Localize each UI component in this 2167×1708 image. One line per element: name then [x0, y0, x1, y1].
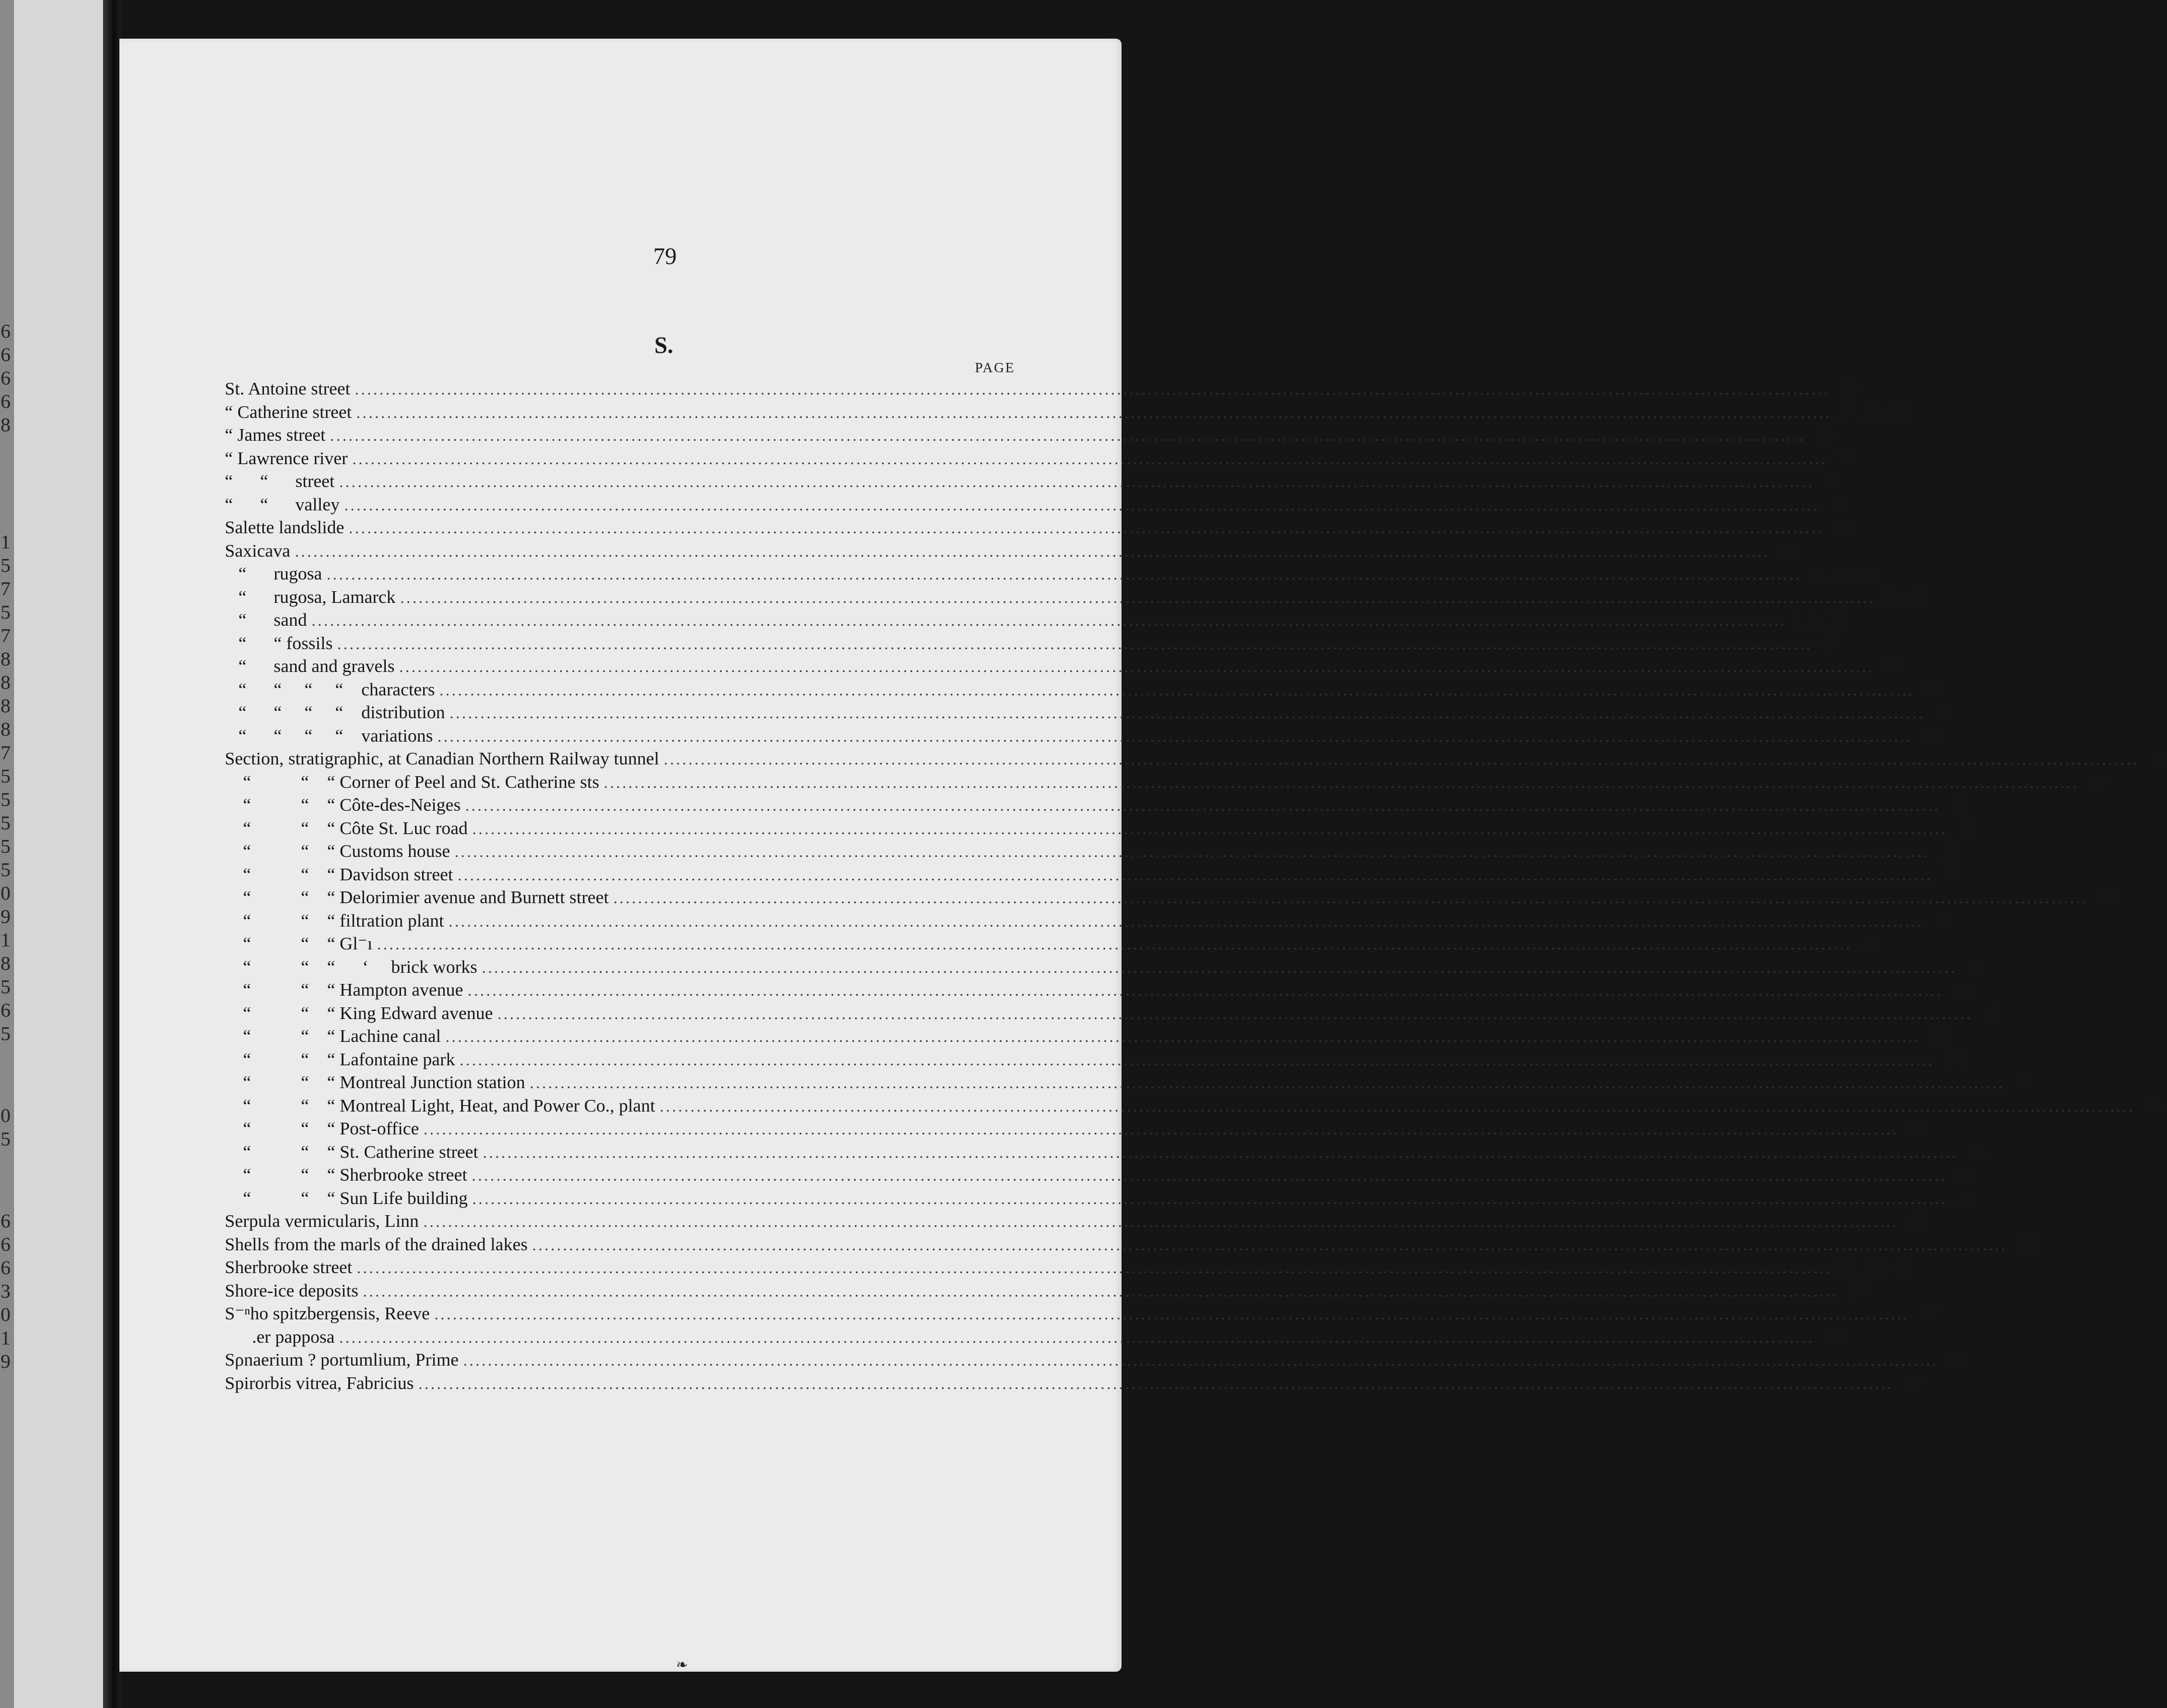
left-page-digit: 7: [1, 742, 11, 764]
ditto-marks: “: [225, 656, 274, 676]
left-page-digit: 7: [1, 578, 11, 600]
entry-page-numbers: 41: [1824, 471, 1843, 491]
ditto-marks: “ “ “: [225, 1072, 340, 1092]
left-page-digit: 6: [1, 391, 11, 413]
dot-leader: [419, 1373, 1894, 1396]
entry-page-numbers: 35: [1815, 424, 1834, 445]
entry-page-numbers: 19: [2098, 887, 2117, 907]
index-entry: [225, 1140, 1987, 1164]
left-page-digit: 7: [1, 625, 11, 647]
entry-page-numbers: 34: [1840, 378, 1859, 399]
ditto-marks: “: [225, 401, 238, 422]
index-entry: [225, 1348, 1967, 1371]
left-page-digit: 6: [1, 368, 11, 389]
dot-leader: [311, 609, 1787, 633]
dot-leader: [460, 1049, 1935, 1072]
entry-page-numbers: 17: [2149, 748, 2167, 769]
left-page-digit: 6: [1, 1000, 11, 1021]
entry-page-numbers: 46: [1957, 1164, 1976, 1185]
entry-label: Customs house: [340, 841, 450, 861]
dot-leader: [356, 402, 1832, 425]
index-entry: [225, 1094, 2163, 1117]
left-page-digit: 9: [1, 1351, 11, 1373]
index-entry: [225, 585, 1926, 609]
entry-label: street: [295, 471, 335, 491]
entry-page-numbers: 22: [1967, 956, 1986, 977]
left-page-digit: 6: [1, 321, 11, 342]
left-page-digit: 1: [1, 1328, 11, 1349]
left-page-digit: 5: [1, 602, 11, 623]
entry-page-numbers: 14: [1945, 1048, 1963, 1069]
entry-label: Lawrence river: [237, 447, 348, 468]
dot-leader: [440, 679, 1915, 702]
entry-label: Sρnaerium ? portumlium, Prime: [225, 1349, 459, 1370]
left-page-digit: 5: [1, 859, 11, 881]
left-page-digit: 8: [1, 953, 11, 975]
entry-label: Salette landslide: [225, 517, 345, 537]
dot-leader: [424, 1118, 1899, 1141]
entry-label: Catherine street: [237, 401, 352, 422]
entry-label: characters: [361, 678, 435, 699]
entry-page-numbers: 68: [1948, 1349, 1967, 1370]
entry-page-numbers: 17, 25, 34: [1836, 401, 1909, 422]
ditto-marks: “: [225, 447, 238, 468]
ornament-mark: ❧: [676, 1658, 688, 1673]
entry-page-numbers: 23: [1848, 1280, 1867, 1301]
entry-label: S⁻ⁿho spitzbergensis, Reeve: [225, 1303, 430, 1323]
ditto-marks: “ “ “: [225, 1164, 340, 1185]
ditto-marks: “ “ “: [225, 1002, 340, 1023]
dot-leader: [450, 702, 1925, 725]
index-entry: [225, 1279, 1867, 1302]
entry-label: valley: [295, 493, 340, 515]
left-page-digit: [0, 1152, 11, 1174]
entry-label: Côte-des-Neiges: [340, 794, 461, 815]
entry-page-numbers: 23: [1924, 678, 1943, 699]
index-entry: [225, 1048, 1963, 1071]
entry-page-numbers: 67: [1822, 632, 1841, 653]
entry-page-numbers: 3, 4, 13: [1791, 609, 1846, 630]
entry-label: fossils: [286, 632, 333, 653]
entry-label: Montreal Junction station: [340, 1072, 526, 1092]
dot-leader: [434, 1303, 1909, 1326]
left-page-digits: [0, 0, 110, 1708]
dot-leader: [458, 864, 1933, 887]
dot-leader: [463, 1349, 1938, 1373]
entry-label: brick works: [391, 956, 478, 977]
left-page-edge: [0, 0, 110, 1708]
index-entry: [225, 932, 1881, 955]
index-entry: [225, 1117, 1927, 1140]
left-page-digit: 6: [1, 1234, 11, 1256]
dot-leader: [465, 794, 1940, 818]
entry-page-numbers: 19: [1982, 1002, 2001, 1023]
dot-leader: [352, 448, 1827, 471]
left-page-digit: 5: [1, 1129, 11, 1150]
index-entry: [225, 377, 1859, 400]
entry-page-numbers: 67: [1908, 1210, 1927, 1231]
entry-label: Côte St. Luc road: [340, 817, 468, 838]
dot-leader: [445, 1026, 1921, 1049]
ditto-marks: “ “: [225, 471, 296, 491]
entry-label: Sherbrooke street: [340, 1164, 468, 1185]
ditto-marks: “ “ “: [225, 1048, 340, 1069]
index-entry: [225, 1186, 1976, 1210]
entry-label: filtration plant: [340, 910, 444, 931]
index-entry: [225, 1002, 2001, 1025]
entry-label: Davidson street: [340, 863, 453, 884]
entry-page-numbers: 13: [1829, 493, 1848, 515]
index-entry: [225, 770, 2107, 794]
left-page-digit: 1: [1, 930, 11, 951]
index-entry: [225, 724, 1941, 747]
dot-leader: [498, 1003, 1973, 1026]
entry-label: Saxicava: [225, 540, 290, 561]
entry-label: distribution: [361, 702, 445, 722]
index-entry: [225, 632, 1841, 655]
entry-label: rugosa, Lamarck: [273, 586, 396, 607]
left-page-digit: 5: [1, 766, 11, 787]
ditto-marks: “ “ “: [225, 794, 340, 815]
left-page-digit: 0: [1, 883, 11, 904]
ditto-marks: “ “ “: [225, 933, 340, 954]
entry-label: Spirorbis vitrea, Fabricius: [225, 1372, 414, 1393]
ditto-marks: “: [225, 563, 274, 584]
left-page-digit: 6: [1, 1210, 11, 1232]
entry-page-numbers: 65: [1824, 1326, 1843, 1347]
left-page-digit: 5: [1, 812, 11, 834]
ditto-marks: “ “ “ “: [225, 702, 362, 722]
entry-page-numbers: 35: [1950, 794, 1969, 815]
entry-label: Delorimier avenue and Burnett street: [340, 887, 609, 907]
left-page-digit: 8: [1, 719, 11, 740]
dot-leader: [483, 1141, 1958, 1165]
dot-leader: [482, 956, 1957, 980]
entry-page-numbers: 11: [2145, 1095, 2163, 1116]
entry-label: James street: [237, 424, 326, 445]
entry-page-numbers: 17: [1943, 863, 1961, 884]
left-page-digit: 5: [1, 789, 11, 811]
page-number: 79: [653, 243, 677, 269]
dot-leader: [660, 1095, 2135, 1119]
index-entry: [225, 978, 1971, 1002]
index-entry: [225, 562, 1880, 585]
entry-page-numbers: 24, 28, 46: [1836, 1257, 1909, 1277]
entry-label: Lachine canal: [340, 1026, 441, 1046]
book-gutter: [103, 0, 121, 1708]
entry-page-numbers: 36: [1957, 1187, 1976, 1208]
index-entry: [225, 955, 1986, 979]
entry-page-numbers: 17: [2089, 771, 2107, 792]
left-page-digit: 6: [1, 344, 11, 366]
index-entry: [225, 1071, 2034, 1094]
entry-label: Gl⁻ı: [340, 933, 373, 954]
ditto-marks: “ “: [225, 493, 296, 515]
ditto-marks: “ “ “: [225, 910, 340, 931]
entry-label: Sherbrooke street: [225, 1257, 352, 1277]
entry-page-numbers: 68: [2017, 1233, 2036, 1254]
page-column-header: PAGE: [975, 361, 1015, 376]
entry-label: St. Catherine street: [340, 1141, 479, 1162]
ditto-marks: “: [225, 586, 274, 607]
index-entry: [225, 654, 1903, 678]
entry-label: rugosa: [273, 563, 323, 584]
dot-leader: [468, 979, 1943, 1003]
left-page-digit: [0, 1070, 11, 1092]
left-page-digit: [0, 1175, 11, 1198]
ditto-marks: “: [225, 609, 274, 630]
entry-page-numbers: 66, 67: [1880, 586, 1926, 607]
dot-leader: [664, 748, 2139, 771]
index-entry: [225, 469, 1843, 493]
left-page-digit: 8: [1, 649, 11, 670]
index-list: [225, 377, 2167, 1394]
entry-label: St. Antoine street: [225, 378, 351, 399]
dot-leader: [355, 378, 1830, 402]
index-entry: [225, 539, 1798, 563]
left-page-digit: 6: [1, 1257, 11, 1279]
dot-leader: [340, 471, 1815, 494]
dot-leader: [327, 563, 1802, 587]
entry-label: Sun Life building: [340, 1187, 468, 1208]
index-entry: [225, 839, 1958, 863]
ditto-marks: “ “ “: [225, 979, 340, 1000]
left-page-digit: 3: [1, 1281, 11, 1302]
ditto-marks: “ “ “: [225, 1187, 340, 1208]
index-entry: [225, 817, 1976, 840]
dot-leader: [472, 818, 1947, 841]
left-page-digit: [0, 461, 11, 483]
entry-page-numbers: 10: [1933, 910, 1952, 931]
dot-leader: [530, 1072, 2005, 1095]
index-entry: [225, 793, 1969, 817]
entry-label: Section, stratigraphic, at Canadian Northern Railway tunnel: [225, 748, 660, 769]
ditto-marks: “ “ “ ‘: [225, 956, 392, 977]
ditto-marks: “ “ “: [225, 863, 340, 884]
entry-page-numbers: 20: [1834, 517, 1853, 537]
entry-label: Serpula vermicularis, Linn: [225, 1210, 419, 1231]
dot-leader: [363, 1280, 1838, 1304]
left-page-digit: [0, 485, 11, 507]
entry-page-numbers: 20: [1862, 933, 1881, 954]
left-page-digit: 0: [1, 1105, 11, 1127]
ditto-marks: “ “ “: [225, 1026, 340, 1046]
entry-page-numbers: 23: [1884, 656, 1903, 676]
index-entry: [225, 747, 2167, 770]
dot-leader: [438, 725, 1913, 749]
dot-leader: [340, 1326, 1815, 1350]
entry-page-numbers: 11: [1940, 841, 1958, 861]
dot-leader: [349, 517, 1824, 540]
dot-leader: [400, 587, 1875, 610]
entry-label: Corner of Peel and St. Catherine sts: [340, 771, 599, 792]
ditto-marks: [225, 1325, 252, 1349]
left-page-digit: 5: [1, 836, 11, 858]
entry-page-numbers: 21: [1931, 1026, 1949, 1046]
dot-leader: [357, 1257, 1832, 1280]
left-page-digit: [0, 438, 11, 460]
index-entry: [225, 863, 1961, 886]
entry-label: Lafontaine park: [340, 1048, 455, 1069]
entry-page-numbers: 14, 17, 23: [1806, 563, 1880, 584]
entry-page-numbers: 25: [1968, 1141, 1987, 1162]
entry-page-numbers: 67: [1919, 1303, 1938, 1323]
entry-label: Shells from the marls of the drained lakes: [225, 1233, 528, 1254]
index-entry: [225, 1325, 1843, 1349]
index-entry: [225, 1371, 1922, 1395]
ditto-marks: “ “ “: [225, 817, 340, 838]
entry-label: Montreal Light, Heat, and Power Co., plant: [340, 1095, 656, 1116]
dot-leader: [330, 424, 1805, 448]
ditto-marks: “ “ “ “: [225, 725, 362, 746]
dot-leader: [532, 1234, 2007, 1257]
dot-leader: [344, 494, 1819, 517]
ditto-marks: “ “ “: [225, 841, 340, 861]
ditto-marks: “: [225, 424, 238, 445]
left-page-digit: 8: [1, 695, 11, 717]
dot-leader: [472, 1188, 1947, 1211]
entry-page-numbers: 25: [1922, 725, 1941, 746]
index-entry: [225, 1233, 2036, 1256]
index-entry: [225, 516, 1853, 539]
left-page-digit: 0: [1, 1304, 11, 1326]
entry-page-numbers: 12: [2015, 1072, 2034, 1092]
ditto-marks: “ “: [225, 632, 287, 653]
entry-page-numbers: 25: [1953, 979, 1971, 1000]
left-page-digit: 5: [1, 976, 11, 998]
index-entry: [225, 909, 1952, 932]
ditto-marks: “ “ “ “: [225, 678, 362, 699]
left-page-digit: 8: [1, 672, 11, 694]
left-page-digit: 8: [1, 414, 11, 436]
index-entry: [225, 678, 1943, 701]
entry-page-numbers: 20: [1908, 1118, 1927, 1138]
dot-leader: [337, 633, 1812, 656]
dot-leader: [472, 1164, 1947, 1188]
index-entry: [225, 1024, 1949, 1048]
left-page-digit: 5: [1, 1023, 11, 1045]
entry-label: Hampton avenue: [340, 979, 464, 1000]
left-page-digit: [0, 508, 11, 530]
entry-label: variations: [361, 725, 433, 746]
entry-label: .er papposa: [252, 1326, 335, 1347]
index-entry: [225, 447, 1856, 470]
ditto-marks: “ “ “: [225, 771, 340, 792]
ditto-marks: “ “ “: [225, 887, 340, 907]
dot-leader: [455, 841, 1930, 864]
dot-leader: [449, 910, 1924, 934]
dot-leader: [604, 771, 2079, 795]
entry-label: Shore-ice deposits: [225, 1280, 359, 1301]
left-page-digit: 1: [1, 531, 11, 553]
entry-label: sand and gravels: [273, 656, 395, 676]
entry-label: King Edward avenue: [340, 1002, 493, 1023]
index-entry: [225, 1302, 1938, 1325]
index-entry: [225, 608, 1846, 632]
dot-leader: [377, 933, 1852, 956]
left-page-digit: [0, 1047, 11, 1069]
left-page-digit: 5: [1, 555, 11, 577]
index-entry: [225, 701, 1953, 724]
dot-leader: [613, 887, 2089, 910]
entry-label: Post-office: [340, 1118, 419, 1138]
ditto-marks: “ “ “: [225, 1095, 340, 1116]
entry-label: sand: [273, 609, 307, 630]
entry-page-numbers: 15: [1779, 540, 1798, 561]
entry-page-numbers: 67: [1903, 1372, 1922, 1393]
section-letter: S.: [654, 332, 674, 358]
ditto-marks: “ “ “: [225, 1141, 340, 1162]
ditto-marks: “ “ “: [225, 1118, 340, 1138]
index-entry: [225, 423, 1834, 447]
index-entry: [225, 1209, 1927, 1233]
book-page: [119, 39, 2167, 1672]
entry-page-numbers: 27: [1935, 702, 1953, 722]
dot-leader: [295, 540, 1770, 564]
index-entry: [225, 1256, 1909, 1279]
entry-page-numbers: 19: [1957, 817, 1976, 838]
index-entry: [225, 400, 1909, 424]
index-entry: [225, 886, 2117, 909]
dot-leader: [399, 656, 1874, 679]
index-entry: [225, 1163, 1976, 1186]
left-page-digit: 9: [1, 906, 11, 928]
dot-leader: [423, 1210, 1898, 1234]
index-entry: [225, 493, 1848, 516]
entry-page-numbers: 50: [1837, 447, 1856, 468]
